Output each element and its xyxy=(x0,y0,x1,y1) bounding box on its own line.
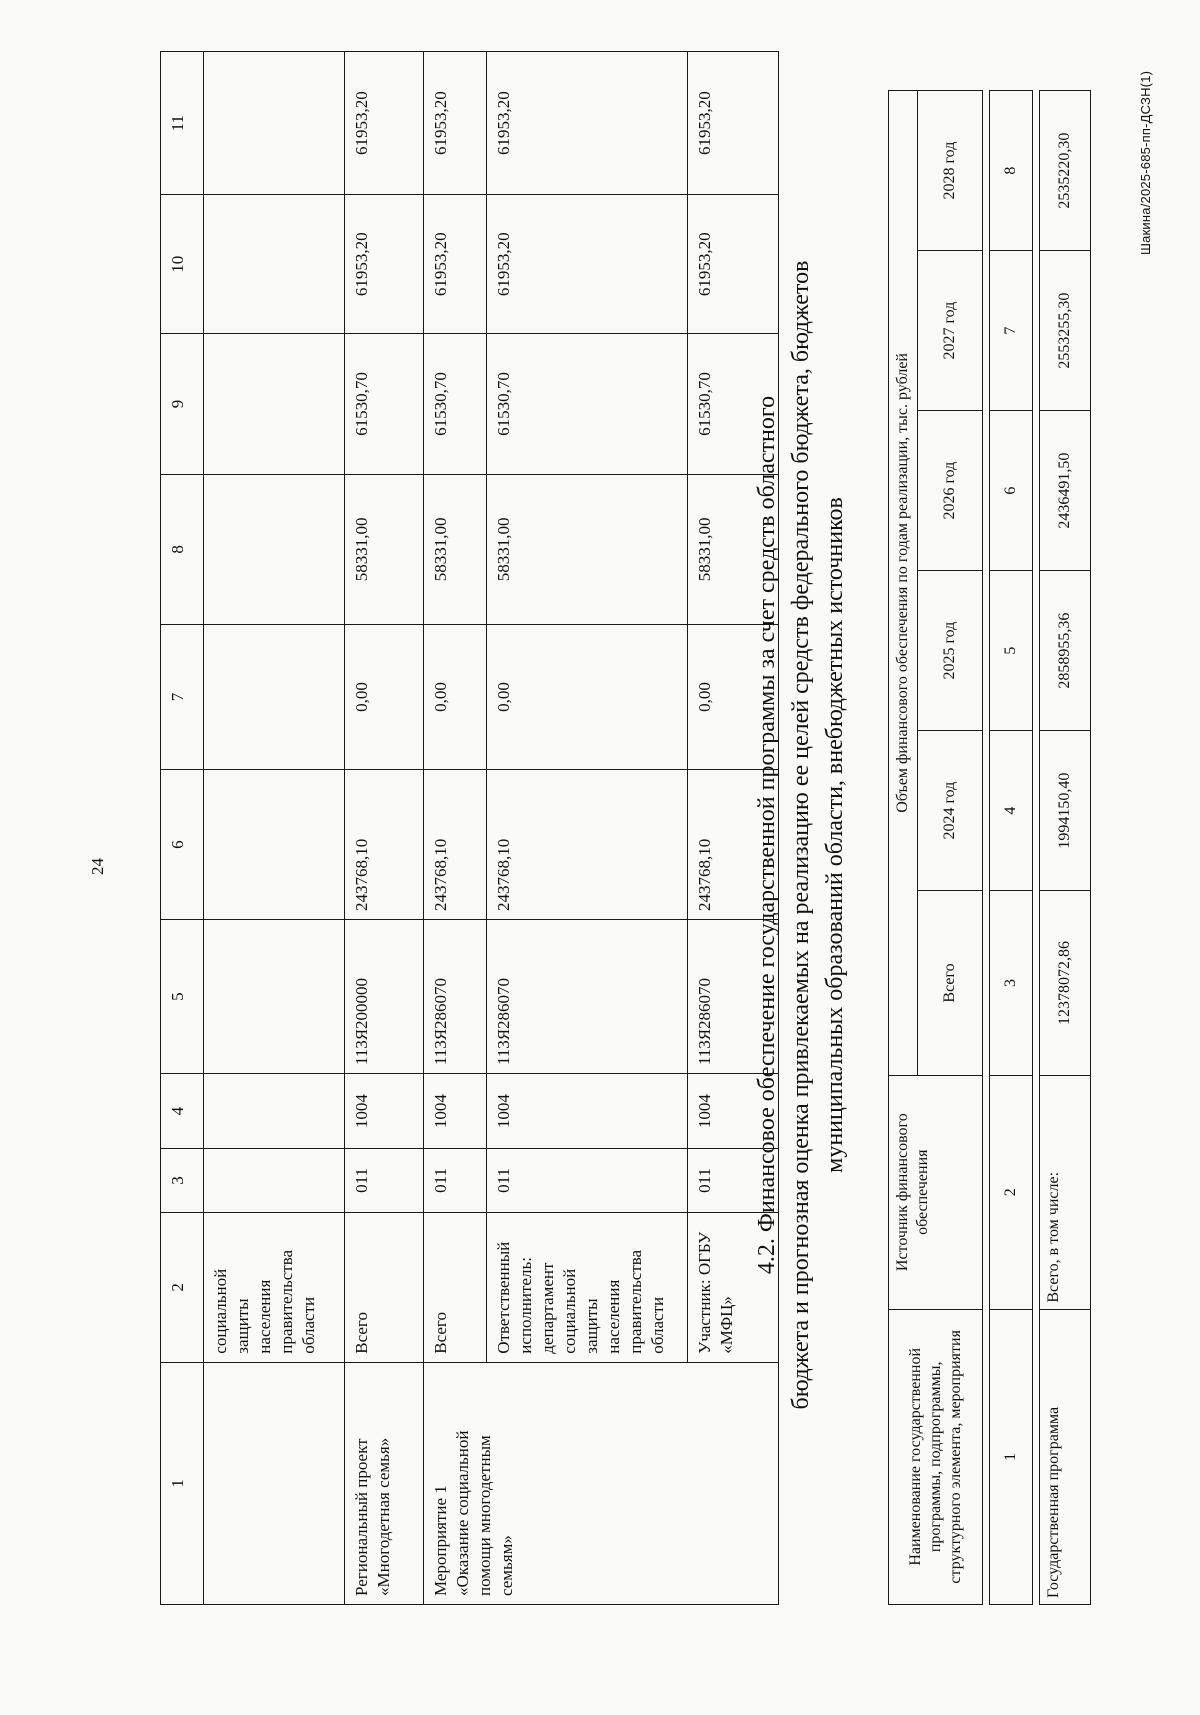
row-title: Государственная программа xyxy=(1040,1309,1091,1604)
cell-value: 61530,70 xyxy=(424,334,487,475)
cell-value: 2535220,30 xyxy=(1040,91,1091,251)
col-index: 7 xyxy=(990,251,1033,411)
col-index: 1 xyxy=(161,1362,204,1604)
header-year: Всего xyxy=(918,891,983,1076)
cell-value: 61953,20 xyxy=(688,52,779,195)
cell-value: 243768,10 xyxy=(487,770,688,920)
page-number: 24 xyxy=(88,858,107,875)
header-year: 2028 год xyxy=(918,91,983,251)
cell-value: 243768,10 xyxy=(688,770,779,920)
header-year: 2026 год xyxy=(918,411,983,571)
cell-value: 113Я286070 xyxy=(487,919,688,1073)
table-row xyxy=(204,52,345,1605)
table-row-measure-1 xyxy=(424,52,487,1605)
cell-value: 2553255,30 xyxy=(1040,251,1091,411)
funding-sources-table xyxy=(888,90,1091,1605)
cell-value: 61953,20 xyxy=(487,195,688,334)
cell-value: 113Я286070 xyxy=(424,919,487,1073)
table-row-state-program xyxy=(1040,91,1091,1605)
section-heading: 4.2. Финансовое обеспечение государственной программы за счет средств областного бюджета и прогнозная оценка привлекаемых на реализацию ее целей средств федерального бюджета, бюджетов муниципальных образований области, внебюджетных источников xyxy=(754,260,848,1410)
col-index: 8 xyxy=(990,91,1033,251)
table-row-regional-project xyxy=(345,52,424,1605)
header-year: 2024 год xyxy=(918,731,983,891)
row-source: Ответственный исполнитель: департамент социальной защиты населения правительства области xyxy=(487,1212,688,1362)
cell-value: 61953,20 xyxy=(424,195,487,334)
row-source: Всего xyxy=(424,1212,487,1362)
cell-value: 61530,70 xyxy=(487,334,688,475)
cell-value: 1004 xyxy=(345,1074,424,1149)
col-index: 2 xyxy=(161,1212,204,1362)
header-program-name: Наименование государственной программы, подпрограммы, структурного элемента, мероприятия xyxy=(889,1309,983,1604)
cell-value: 61953,20 xyxy=(345,52,424,195)
cell-value: 58331,00 xyxy=(487,475,688,625)
header-funding-volume: Объем финансового обеспечения по годам реализации, тыс. рублей xyxy=(889,91,918,1076)
continued-executor-cell: социальной защиты населения правительства области xyxy=(204,1212,345,1362)
col-index: 10 xyxy=(161,195,204,334)
cell-value: 61953,20 xyxy=(688,195,779,334)
cell-value: 0,00 xyxy=(487,624,688,769)
cell-value: 61530,70 xyxy=(345,334,424,475)
cell-value: 0,00 xyxy=(424,624,487,769)
cell-value: 58331,00 xyxy=(424,475,487,625)
column-index-row xyxy=(990,91,1033,1605)
cell-value: 011 xyxy=(487,1149,688,1213)
col-index: 7 xyxy=(161,624,204,769)
col-index: 8 xyxy=(161,475,204,625)
header-funding-source: Источник финансового обеспечения xyxy=(889,1075,983,1309)
col-index: 11 xyxy=(161,52,204,195)
cell-value: 0,00 xyxy=(688,624,779,769)
cell-value: 113Я200000 xyxy=(345,919,424,1073)
col-index: 3 xyxy=(161,1149,204,1213)
cell-value: 12378072,86 xyxy=(1040,891,1091,1076)
table-header-row xyxy=(889,91,918,1605)
col-index: 6 xyxy=(990,411,1033,571)
col-index: 5 xyxy=(990,571,1033,731)
cell-value: 243768,10 xyxy=(345,770,424,920)
cell-value: 113Я286070 xyxy=(688,919,779,1073)
cell-value: 61530,70 xyxy=(688,334,779,475)
column-index-row xyxy=(161,52,204,1605)
col-index: 9 xyxy=(161,334,204,475)
funding-table-continued xyxy=(160,51,779,1605)
cell-value: 61953,20 xyxy=(424,52,487,195)
header-year: 2025 год xyxy=(918,571,983,731)
header-year: 2027 год xyxy=(918,251,983,411)
col-index: 2 xyxy=(990,1075,1033,1309)
col-index: 6 xyxy=(161,770,204,920)
col-index: 3 xyxy=(990,891,1033,1076)
cell-value: 0,00 xyxy=(345,624,424,769)
document-reference-note: Шакина/2025-685-пп-ДСЗН(1) xyxy=(1138,70,1153,255)
cell-value: 011 xyxy=(424,1149,487,1213)
cell-value: 2858955,36 xyxy=(1040,571,1091,731)
cell-value: 2436491,50 xyxy=(1040,411,1091,571)
cell-value: 61953,20 xyxy=(345,195,424,334)
cell-value: 011 xyxy=(688,1149,779,1213)
row-source: Всего, в том числе: xyxy=(1040,1075,1091,1309)
cell-value: 58331,00 xyxy=(688,475,779,625)
col-index: 4 xyxy=(990,731,1033,891)
row-title: Региональный проект «Многодетная семья» xyxy=(345,1362,424,1604)
row-title: Мероприятие 1 «Оказание социальной помощи многодетным семьям» xyxy=(424,1362,779,1604)
cell-value: 1004 xyxy=(487,1074,688,1149)
col-index: 4 xyxy=(161,1074,204,1149)
row-source: Всего xyxy=(345,1212,424,1362)
row-source: Участник: ОГБУ «МФЦ» xyxy=(688,1212,779,1362)
cell-value: 1004 xyxy=(688,1074,779,1149)
cell-value: 1004 xyxy=(424,1074,487,1149)
cell-value: 1994150,40 xyxy=(1040,731,1091,891)
cell-value: 243768,10 xyxy=(424,770,487,920)
cell-value: 58331,00 xyxy=(345,475,424,625)
cell-value: 011 xyxy=(345,1149,424,1213)
col-index: 1 xyxy=(990,1309,1033,1604)
col-index: 5 xyxy=(161,919,204,1073)
cell-value: 61953,20 xyxy=(487,52,688,195)
